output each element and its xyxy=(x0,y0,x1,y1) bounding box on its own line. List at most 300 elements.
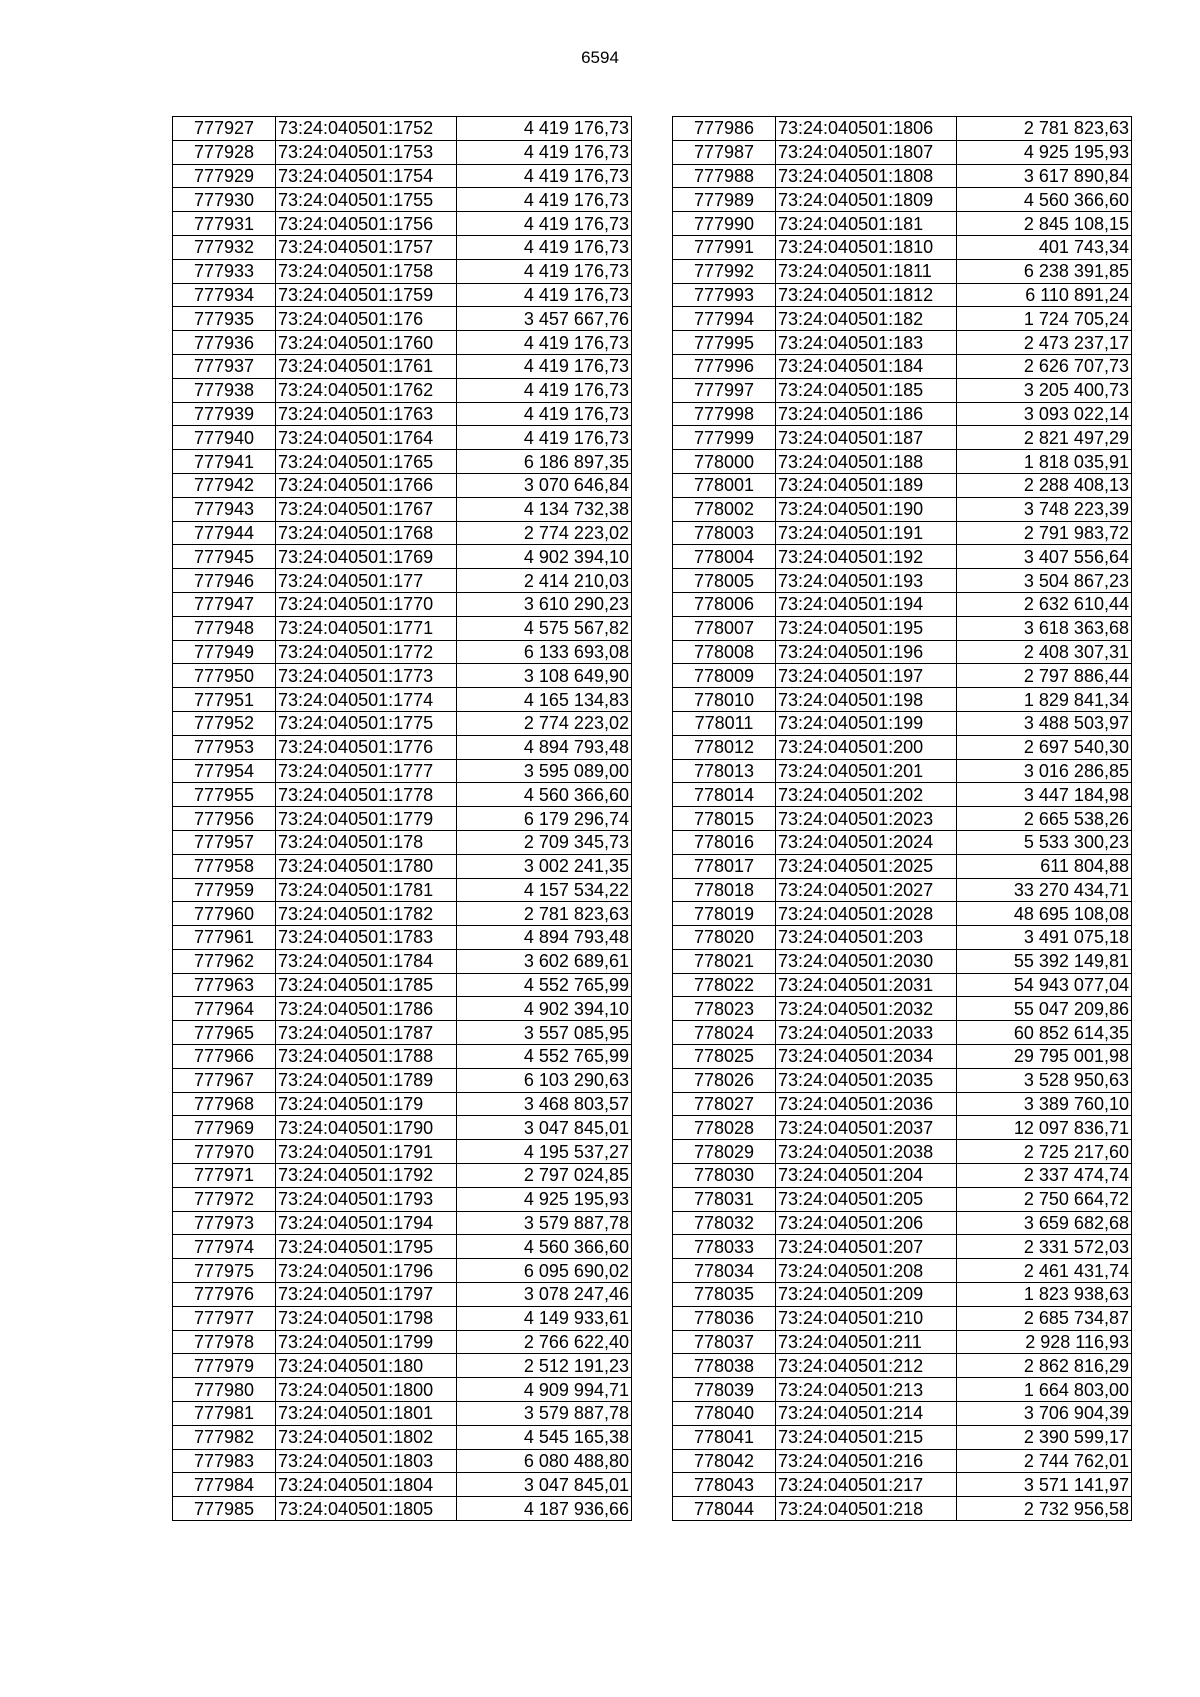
table-row xyxy=(173,807,632,831)
table-row xyxy=(673,1283,1132,1307)
cadastral-value: 6 103 290,63 xyxy=(457,1068,632,1092)
cadastral-number: 73:24:040501:1809 xyxy=(776,188,957,212)
record-number: 778029 xyxy=(673,1140,776,1164)
record-number: 777994 xyxy=(673,307,776,331)
cadastral-value: 2 512 191,23 xyxy=(457,1354,632,1378)
record-number: 778013 xyxy=(673,759,776,783)
cadastral-number: 73:24:040501:193 xyxy=(776,569,957,593)
cadastral-value: 2 928 116,93 xyxy=(957,1330,1132,1354)
table-row xyxy=(173,235,632,259)
table-row xyxy=(673,616,1132,640)
cadastral-number: 73:24:040501:187 xyxy=(776,426,957,450)
cadastral-number: 73:24:040501:1773 xyxy=(276,664,457,688)
cadastral-number: 73:24:040501:203 xyxy=(776,926,957,950)
cadastral-number: 73:24:040501:211 xyxy=(776,1330,957,1354)
cadastral-number: 73:24:040501:1786 xyxy=(276,997,457,1021)
cadastral-number: 73:24:040501:1777 xyxy=(276,759,457,783)
cadastral-value: 4 552 765,99 xyxy=(457,973,632,997)
record-number: 777968 xyxy=(173,1092,276,1116)
cadastral-value: 4 419 176,73 xyxy=(457,212,632,236)
table-row xyxy=(173,331,632,355)
record-number: 777940 xyxy=(173,426,276,450)
record-number: 778010 xyxy=(673,688,776,712)
table-row xyxy=(673,235,1132,259)
cadastral-value: 3 491 075,18 xyxy=(957,926,1132,950)
cadastral-value: 3 528 950,63 xyxy=(957,1068,1132,1092)
record-number: 777974 xyxy=(173,1235,276,1259)
table-row xyxy=(173,949,632,973)
cadastral-value: 48 695 108,08 xyxy=(957,902,1132,926)
cadastral-value: 4 560 366,60 xyxy=(457,1235,632,1259)
cadastral-value: 3 389 760,10 xyxy=(957,1092,1132,1116)
record-number: 778001 xyxy=(673,473,776,497)
record-number: 778037 xyxy=(673,1330,776,1354)
record-number: 777996 xyxy=(673,354,776,378)
table-row xyxy=(673,378,1132,402)
record-number: 777944 xyxy=(173,521,276,545)
cadastral-value: 60 852 614,35 xyxy=(957,1021,1132,1045)
record-number: 778031 xyxy=(673,1187,776,1211)
record-number: 777973 xyxy=(173,1211,276,1235)
cadastral-number: 73:24:040501:1804 xyxy=(276,1473,457,1497)
cadastral-value: 4 419 176,73 xyxy=(457,259,632,283)
cadastral-number: 73:24:040501:1794 xyxy=(276,1211,457,1235)
record-number: 777990 xyxy=(673,212,776,236)
record-number: 777942 xyxy=(173,473,276,497)
cadastral-number: 73:24:040501:207 xyxy=(776,1235,957,1259)
cadastral-value: 3 407 556,64 xyxy=(957,545,1132,569)
cadastral-value: 2 781 823,63 xyxy=(457,902,632,926)
register-table-right xyxy=(672,116,1132,1521)
table-row xyxy=(673,212,1132,236)
cadastral-value: 2 862 816,29 xyxy=(957,1354,1132,1378)
cadastral-number: 73:24:040501:1757 xyxy=(276,235,457,259)
cadastral-value: 5 533 300,23 xyxy=(957,830,1132,854)
cadastral-number: 73:24:040501:1792 xyxy=(276,1164,457,1188)
table-row xyxy=(173,545,632,569)
cadastral-value: 3 002 241,35 xyxy=(457,854,632,878)
cadastral-value: 3 618 363,68 xyxy=(957,616,1132,640)
table-row xyxy=(173,783,632,807)
cadastral-number: 73:24:040501:195 xyxy=(776,616,957,640)
record-number: 778014 xyxy=(673,783,776,807)
cadastral-value: 401 743,34 xyxy=(957,235,1132,259)
cadastral-value: 4 575 567,82 xyxy=(457,616,632,640)
record-number: 778022 xyxy=(673,973,776,997)
cadastral-number: 73:24:040501:215 xyxy=(776,1425,957,1449)
cadastral-number: 73:24:040501:217 xyxy=(776,1473,957,1497)
cadastral-value: 3 468 803,57 xyxy=(457,1092,632,1116)
cadastral-number: 73:24:040501:1763 xyxy=(276,402,457,426)
table-row xyxy=(173,1473,632,1497)
cadastral-number: 73:24:040501:179 xyxy=(276,1092,457,1116)
record-number: 777977 xyxy=(173,1306,276,1330)
record-number: 777993 xyxy=(673,283,776,307)
record-number: 778041 xyxy=(673,1425,776,1449)
table-row xyxy=(673,307,1132,331)
record-number: 777998 xyxy=(673,402,776,426)
cadastral-number: 73:24:040501:1755 xyxy=(276,188,457,212)
cadastral-number: 73:24:040501:197 xyxy=(776,664,957,688)
table-row xyxy=(673,1473,1132,1497)
cadastral-value: 2 288 408,13 xyxy=(957,473,1132,497)
record-number: 778025 xyxy=(673,1045,776,1069)
cadastral-value: 611 804,88 xyxy=(957,854,1132,878)
record-number: 777949 xyxy=(173,640,276,664)
cadastral-value: 4 187 936,66 xyxy=(457,1497,632,1521)
table-row xyxy=(173,497,632,521)
table-row xyxy=(673,1092,1132,1116)
cadastral-number: 73:24:040501:1753 xyxy=(276,140,457,164)
cadastral-number: 73:24:040501:176 xyxy=(276,307,457,331)
cadastral-number: 73:24:040501:1780 xyxy=(276,854,457,878)
cadastral-number: 73:24:040501:200 xyxy=(776,735,957,759)
cadastral-number: 73:24:040501:199 xyxy=(776,711,957,735)
cadastral-value: 3 595 089,00 xyxy=(457,759,632,783)
cadastral-number: 73:24:040501:208 xyxy=(776,1259,957,1283)
record-number: 778033 xyxy=(673,1235,776,1259)
cadastral-number: 73:24:040501:177 xyxy=(276,569,457,593)
table-row xyxy=(173,354,632,378)
cadastral-value: 3 557 085,95 xyxy=(457,1021,632,1045)
cadastral-number: 73:24:040501:188 xyxy=(776,450,957,474)
table-row xyxy=(173,426,632,450)
record-number: 778030 xyxy=(673,1164,776,1188)
cadastral-value: 3 078 247,46 xyxy=(457,1283,632,1307)
page-number: 6594 xyxy=(581,48,619,67)
record-number: 778016 xyxy=(673,830,776,854)
table-row xyxy=(173,997,632,1021)
table-row xyxy=(673,807,1132,831)
cadastral-number: 73:24:040501:1771 xyxy=(276,616,457,640)
record-number: 778006 xyxy=(673,592,776,616)
table-row xyxy=(173,640,632,664)
table-row xyxy=(673,1045,1132,1069)
table-row xyxy=(173,1045,632,1069)
cadastral-number: 73:24:040501:1760 xyxy=(276,331,457,355)
cadastral-value: 4 894 793,48 xyxy=(457,926,632,950)
cadastral-number: 73:24:040501:1795 xyxy=(276,1235,457,1259)
table-row xyxy=(673,759,1132,783)
record-number: 778023 xyxy=(673,997,776,1021)
table-row xyxy=(173,1402,632,1426)
cadastral-number: 73:24:040501:212 xyxy=(776,1354,957,1378)
cadastral-value: 3 457 667,76 xyxy=(457,307,632,331)
record-number: 777991 xyxy=(673,235,776,259)
record-number: 778017 xyxy=(673,854,776,878)
table-row xyxy=(173,164,632,188)
cadastral-value: 4 902 394,10 xyxy=(457,545,632,569)
cadastral-value: 1 823 938,63 xyxy=(957,1283,1132,1307)
cadastral-number: 73:24:040501:181 xyxy=(776,212,957,236)
table-row xyxy=(673,1021,1132,1045)
cadastral-value: 2 797 024,85 xyxy=(457,1164,632,1188)
cadastral-number: 73:24:040501:1787 xyxy=(276,1021,457,1045)
table-row xyxy=(173,450,632,474)
record-number: 777935 xyxy=(173,307,276,331)
cadastral-value: 33 270 434,71 xyxy=(957,878,1132,902)
record-number: 777936 xyxy=(173,331,276,355)
record-number: 778000 xyxy=(673,450,776,474)
cadastral-value: 2 408 307,31 xyxy=(957,640,1132,664)
table-row xyxy=(673,402,1132,426)
record-number: 777947 xyxy=(173,592,276,616)
table-row xyxy=(673,1330,1132,1354)
record-number: 777964 xyxy=(173,997,276,1021)
table-row xyxy=(673,1425,1132,1449)
table-row xyxy=(173,1378,632,1402)
cadastral-value: 3 205 400,73 xyxy=(957,378,1132,402)
cadastral-number: 73:24:040501:1775 xyxy=(276,711,457,735)
cadastral-value: 2 725 217,60 xyxy=(957,1140,1132,1164)
record-number: 778028 xyxy=(673,1116,776,1140)
cadastral-value: 2 791 983,72 xyxy=(957,521,1132,545)
record-number: 778036 xyxy=(673,1306,776,1330)
table-row xyxy=(673,1164,1132,1188)
table-row xyxy=(673,545,1132,569)
table-row xyxy=(673,592,1132,616)
cadastral-number: 73:24:040501:2028 xyxy=(776,902,957,926)
cadastral-value: 2 632 610,44 xyxy=(957,592,1132,616)
table-row xyxy=(173,1330,632,1354)
record-number: 777992 xyxy=(673,259,776,283)
cadastral-number: 73:24:040501:209 xyxy=(776,1283,957,1307)
record-number: 778039 xyxy=(673,1378,776,1402)
record-number: 778024 xyxy=(673,1021,776,1045)
table-row xyxy=(673,1306,1132,1330)
cadastral-value: 6 179 296,74 xyxy=(457,807,632,831)
table-row xyxy=(173,307,632,331)
cadastral-value: 4 552 765,99 xyxy=(457,1045,632,1069)
cadastral-value: 2 781 823,63 xyxy=(957,117,1132,141)
cadastral-value: 2 774 223,02 xyxy=(457,521,632,545)
record-number: 777930 xyxy=(173,188,276,212)
table-row xyxy=(673,1354,1132,1378)
table-row xyxy=(673,521,1132,545)
cadastral-value: 2 697 540,30 xyxy=(957,735,1132,759)
cadastral-number: 73:24:040501:2023 xyxy=(776,807,957,831)
cadastral-number: 73:24:040501:191 xyxy=(776,521,957,545)
cadastral-number: 73:24:040501:1793 xyxy=(276,1187,457,1211)
table-row xyxy=(173,521,632,545)
cadastral-value: 4 925 195,93 xyxy=(957,140,1132,164)
record-number: 777939 xyxy=(173,402,276,426)
cadastral-value: 6 238 391,85 xyxy=(957,259,1132,283)
cadastral-number: 73:24:040501:1812 xyxy=(776,283,957,307)
record-number: 777941 xyxy=(173,450,276,474)
record-number: 777986 xyxy=(673,117,776,141)
cadastral-number: 73:24:040501:1774 xyxy=(276,688,457,712)
cadastral-value: 4 157 534,22 xyxy=(457,878,632,902)
cadastral-number: 73:24:040501:189 xyxy=(776,473,957,497)
record-number: 777984 xyxy=(173,1473,276,1497)
cadastral-number: 73:24:040501:1761 xyxy=(276,354,457,378)
table-row xyxy=(173,140,632,164)
table-row xyxy=(673,902,1132,926)
table-row xyxy=(673,997,1132,1021)
cadastral-value: 6 110 891,24 xyxy=(957,283,1132,307)
cadastral-value: 6 095 690,02 xyxy=(457,1259,632,1283)
table-row xyxy=(673,949,1132,973)
cadastral-value: 2 685 734,87 xyxy=(957,1306,1132,1330)
cadastral-number: 73:24:040501:1778 xyxy=(276,783,457,807)
table-row xyxy=(173,259,632,283)
cadastral-value: 6 186 897,35 xyxy=(457,450,632,474)
cadastral-number: 73:24:040501:218 xyxy=(776,1497,957,1521)
record-number: 778002 xyxy=(673,497,776,521)
table-row xyxy=(173,664,632,688)
table-row xyxy=(173,1211,632,1235)
cadastral-number: 73:24:040501:1754 xyxy=(276,164,457,188)
table-row xyxy=(173,1068,632,1092)
record-number: 778043 xyxy=(673,1473,776,1497)
record-number: 778027 xyxy=(673,1092,776,1116)
record-number: 777927 xyxy=(173,117,276,141)
table-row xyxy=(173,1140,632,1164)
cadastral-value: 54 943 077,04 xyxy=(957,973,1132,997)
cadastral-number: 73:24:040501:2024 xyxy=(776,830,957,854)
cadastral-value: 4 419 176,73 xyxy=(457,235,632,259)
cadastral-value: 4 560 366,60 xyxy=(957,188,1132,212)
record-number: 777929 xyxy=(173,164,276,188)
table-row xyxy=(673,1497,1132,1521)
table-row xyxy=(673,1259,1132,1283)
cadastral-value: 4 419 176,73 xyxy=(457,140,632,164)
cadastral-number: 73:24:040501:194 xyxy=(776,592,957,616)
cadastral-number: 73:24:040501:1764 xyxy=(276,426,457,450)
table-row xyxy=(673,735,1132,759)
cadastral-number: 73:24:040501:1765 xyxy=(276,450,457,474)
record-number: 778009 xyxy=(673,664,776,688)
register-table-left xyxy=(172,116,632,1521)
cadastral-number: 73:24:040501:210 xyxy=(776,1306,957,1330)
table-row xyxy=(673,140,1132,164)
table-row xyxy=(173,616,632,640)
cadastral-value: 3 610 290,23 xyxy=(457,592,632,616)
cadastral-value: 3 659 682,68 xyxy=(957,1211,1132,1235)
record-number: 778044 xyxy=(673,1497,776,1521)
cadastral-number: 73:24:040501:205 xyxy=(776,1187,957,1211)
record-number: 778042 xyxy=(673,1449,776,1473)
record-number: 777978 xyxy=(173,1330,276,1354)
cadastral-value: 4 419 176,73 xyxy=(457,117,632,141)
cadastral-number: 73:24:040501:1799 xyxy=(276,1330,457,1354)
cadastral-value: 2 774 223,02 xyxy=(457,711,632,735)
table-row xyxy=(173,1187,632,1211)
record-number: 778021 xyxy=(673,949,776,973)
table-row xyxy=(673,1402,1132,1426)
cadastral-value: 4 419 176,73 xyxy=(457,402,632,426)
record-number: 778015 xyxy=(673,807,776,831)
cadastral-number: 73:24:040501:1772 xyxy=(276,640,457,664)
record-number: 777997 xyxy=(673,378,776,402)
table-row xyxy=(173,1092,632,1116)
cadastral-value: 3 047 845,01 xyxy=(457,1473,632,1497)
record-number: 777952 xyxy=(173,711,276,735)
table-row xyxy=(673,259,1132,283)
cadastral-value: 2 797 886,44 xyxy=(957,664,1132,688)
record-number: 778019 xyxy=(673,902,776,926)
record-number: 777999 xyxy=(673,426,776,450)
table-row xyxy=(173,188,632,212)
cadastral-value: 6 133 693,08 xyxy=(457,640,632,664)
record-number: 777982 xyxy=(173,1425,276,1449)
cadastral-value: 4 149 933,61 xyxy=(457,1306,632,1330)
record-number: 777957 xyxy=(173,830,276,854)
cadastral-value: 2 390 599,17 xyxy=(957,1425,1132,1449)
record-number: 777966 xyxy=(173,1045,276,1069)
cadastral-number: 73:24:040501:1806 xyxy=(776,117,957,141)
record-number: 777972 xyxy=(173,1187,276,1211)
record-number: 777963 xyxy=(173,973,276,997)
table-row xyxy=(673,878,1132,902)
table-row xyxy=(173,902,632,926)
cadastral-number: 73:24:040501:2034 xyxy=(776,1045,957,1069)
table-row xyxy=(673,331,1132,355)
cadastral-number: 73:24:040501:2035 xyxy=(776,1068,957,1092)
cadastral-value: 3 447 184,98 xyxy=(957,783,1132,807)
record-number: 777971 xyxy=(173,1164,276,1188)
table-row xyxy=(673,1378,1132,1402)
cadastral-value: 4 419 176,73 xyxy=(457,283,632,307)
cadastral-value: 1 724 705,24 xyxy=(957,307,1132,331)
cadastral-value: 29 795 001,98 xyxy=(957,1045,1132,1069)
record-number: 778020 xyxy=(673,926,776,950)
record-number: 777967 xyxy=(173,1068,276,1092)
table-row xyxy=(673,1068,1132,1092)
table-row xyxy=(173,283,632,307)
record-number: 777980 xyxy=(173,1378,276,1402)
cadastral-number: 73:24:040501:185 xyxy=(776,378,957,402)
cadastral-value: 55 392 149,81 xyxy=(957,949,1132,973)
cadastral-number: 73:24:040501:1785 xyxy=(276,973,457,997)
table-row xyxy=(173,1283,632,1307)
cadastral-number: 73:24:040501:184 xyxy=(776,354,957,378)
cadastral-number: 73:24:040501:202 xyxy=(776,783,957,807)
record-number: 777987 xyxy=(673,140,776,164)
table-row xyxy=(673,354,1132,378)
cadastral-number: 73:24:040501:2038 xyxy=(776,1140,957,1164)
record-number: 777934 xyxy=(173,283,276,307)
cadastral-number: 73:24:040501:1807 xyxy=(776,140,957,164)
record-number: 778004 xyxy=(673,545,776,569)
cadastral-number: 73:24:040501:1783 xyxy=(276,926,457,950)
cadastral-number: 73:24:040501:1758 xyxy=(276,259,457,283)
cadastral-value: 3 070 646,84 xyxy=(457,473,632,497)
table-row xyxy=(173,1164,632,1188)
table-row xyxy=(173,378,632,402)
cadastral-number: 73:24:040501:1805 xyxy=(276,1497,457,1521)
cadastral-value: 3 093 022,14 xyxy=(957,402,1132,426)
cadastral-number: 73:24:040501:1788 xyxy=(276,1045,457,1069)
table-row xyxy=(673,473,1132,497)
record-number: 778005 xyxy=(673,569,776,593)
table-row xyxy=(173,212,632,236)
table-row xyxy=(673,973,1132,997)
cadastral-number: 73:24:040501:2025 xyxy=(776,854,957,878)
record-number: 778032 xyxy=(673,1211,776,1235)
table-row xyxy=(173,1354,632,1378)
record-number: 778018 xyxy=(673,878,776,902)
cadastral-number: 73:24:040501:1789 xyxy=(276,1068,457,1092)
table-row xyxy=(173,1259,632,1283)
record-number: 777969 xyxy=(173,1116,276,1140)
record-number: 778007 xyxy=(673,616,776,640)
cadastral-number: 73:24:040501:1810 xyxy=(776,235,957,259)
cadastral-value: 1 818 035,91 xyxy=(957,450,1132,474)
record-number: 778034 xyxy=(673,1259,776,1283)
table-row xyxy=(673,783,1132,807)
